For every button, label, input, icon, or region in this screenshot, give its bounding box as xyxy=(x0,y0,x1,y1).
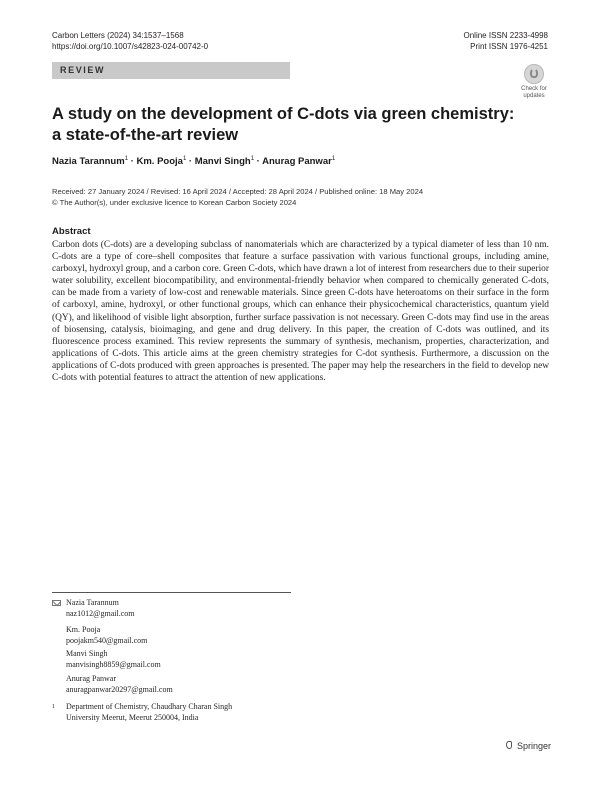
article-history xyxy=(52,187,423,208)
title-line-2: a state-of-the-art review xyxy=(52,126,239,144)
publisher-name: Springer xyxy=(517,741,552,751)
contact-name: Km. Pooja xyxy=(66,625,101,634)
article-type-bar xyxy=(52,62,290,79)
publisher-logo xyxy=(505,740,551,751)
contact-name: Anurag Panwar xyxy=(66,674,116,683)
abstract-text: Carbon dots (C-dots) are a developing subclass of nanomaterials which are characterized by a typical diameter of less than 10 nm. C-dots are a type of core–shell composites that feature a surface passivation with various functional groups, including amine, carboxyl, hydroxyl group, and a carbon core. Green C-dots, which have drawn a lot of interest from researchers due to their superior water solubility, excellent biocompatibility, and environmental-friendly behavior when compared to chemically generated C-dots, can be made from a variety of low-cost and renewable materials. Since green C-dots have heteroatoms on their surface in the form of carboxyl, amine, hydroxyl, or other functional groups, which can enhance their physicochemical characteristics, quantum yield (QY), and likelihood of visible light absorption, further surface passivation is not necessary. Green C-dots may find use in the areas of biosensing, catalysis, bioimaging, and gene and drug delivery. In this paper, the creation of C-dots was outlined, and its fluorescence process examined. This review represents the summary of synthesis, mechanism, properties, characterization, and applications of C-dots. This article aims at the green chemistry strategies for C-dot synthesis. Furthermore, a discussion on the applications of C-dots produced with green approaches is presented. The paper may help the researchers in the field to develop new C-dots with potential features to attract the attention of new applications. xyxy=(52,240,549,384)
envelope-icon xyxy=(52,600,61,606)
author-separator: · xyxy=(186,156,195,168)
author-list xyxy=(52,156,335,167)
author-affiliation-mark: 1 xyxy=(250,156,255,162)
contact-email[interactable]: poojakm540@gmail.com xyxy=(66,635,148,645)
print-issn: Print ISSN 1976-4251 xyxy=(470,42,548,51)
article-title xyxy=(52,104,532,146)
doi-link[interactable]: https://doi.org/10.1007/s42823-024-00742-0 xyxy=(52,42,209,51)
contact-name: Manvi Singh xyxy=(66,649,108,658)
history-dates: Received: 27 January 2024 / Revised: 16 April 2024 / Accepted: 28 April 2024 / Published online: 18 May 2024 xyxy=(52,187,424,196)
affiliation-line-1: Department of Chemistry, Chaudhary Charan Singh xyxy=(66,702,233,711)
online-issn: Online ISSN 2233-4998 xyxy=(463,31,548,40)
author-affiliation-mark: 1 xyxy=(331,156,336,162)
author-name[interactable]: Km. Pooja xyxy=(136,156,183,168)
running-header-right xyxy=(464,30,549,52)
abstract-heading: Abstract xyxy=(52,226,91,237)
journal-citation: Carbon Letters (2024) 34:1537–1568 xyxy=(52,31,184,40)
springer-horse-icon xyxy=(505,740,514,750)
author-name[interactable]: Manvi Singh xyxy=(194,156,251,168)
article-type-label: REVIEW xyxy=(60,65,106,75)
running-header-left xyxy=(52,30,208,52)
footnote-divider xyxy=(52,592,291,593)
copyright-notice: © The Author(s), under exclusive licence to Korean Carbon Society 2024 xyxy=(52,197,297,207)
author-affiliation-mark: 1 xyxy=(124,156,129,162)
author-affiliation-mark: 1 xyxy=(182,156,187,162)
check-for-updates-text: Check for updates xyxy=(521,86,547,99)
author-name[interactable]: Nazia Tarannum xyxy=(52,156,125,168)
check-for-updates-badge[interactable] xyxy=(518,64,550,99)
contact-email[interactable]: anuragpanwar20297@gmail.com xyxy=(66,684,173,694)
author-separator: · xyxy=(254,156,263,168)
contact-name: Nazia Tarannum xyxy=(66,598,119,607)
contact-email[interactable]: naz1012@gmail.com xyxy=(66,608,135,618)
contact-email[interactable]: manvisingh8859@gmail.com xyxy=(66,659,161,669)
check-for-updates-icon xyxy=(524,64,544,84)
author-separator: · xyxy=(128,156,137,168)
author-name[interactable]: Anurag Panwar xyxy=(262,156,332,168)
affiliation-line-2: University Meerut, Meerut 250004, India xyxy=(66,712,199,722)
title-line-1: A study on the development of C-dots via green chemistry: xyxy=(52,105,515,123)
affiliation-number: 1 xyxy=(52,704,55,710)
